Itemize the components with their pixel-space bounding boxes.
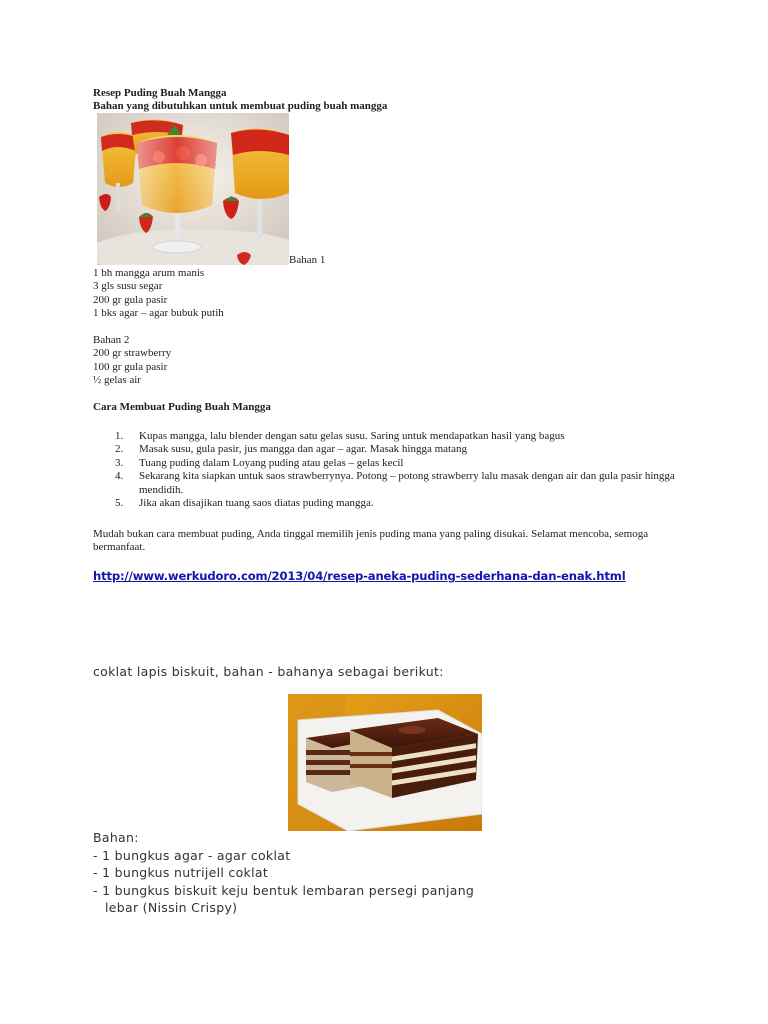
step-text: Tuang puding dalam Loyang puding atau gelas – gelas kecil bbox=[139, 456, 404, 469]
recipe-title: Resep Puding Buah Mangga bbox=[93, 87, 227, 99]
step-item bbox=[93, 443, 683, 456]
bahan-1-label: Bahan 1 bbox=[289, 254, 326, 266]
bahan-1-list bbox=[93, 267, 224, 321]
list-item: ½ gelas air bbox=[93, 374, 141, 387]
bahan-2-block bbox=[93, 334, 171, 388]
step-item bbox=[93, 457, 683, 470]
recipe-title-block bbox=[93, 87, 387, 114]
coklat-bahan-list bbox=[93, 847, 495, 917]
step-number: 4. bbox=[115, 470, 124, 483]
list-item: - 1 bungkus agar - agar coklat bbox=[93, 847, 291, 863]
step-number: 1. bbox=[115, 430, 124, 442]
closing-paragraph: Mudah bukan cara membuat puding, Anda tinggal memilih jenis puding mana yang paling disukai. Selamat mencoba, semoga bermanfaat. bbox=[93, 528, 649, 554]
list-item: 200 gr strawberry bbox=[93, 347, 172, 360]
step-item bbox=[93, 430, 683, 443]
bahan-2-label: Bahan 2 bbox=[93, 334, 130, 346]
list-item: 100 gr gula pasir bbox=[93, 360, 168, 373]
chocolate-biscuit-cake-photo bbox=[288, 694, 482, 831]
bahan-2-list bbox=[93, 347, 171, 387]
step-number: 5. bbox=[115, 497, 124, 510]
step-number: 3. bbox=[115, 456, 124, 469]
step-text: Jika akan disajikan tuang saos diatas puding mangga. bbox=[139, 497, 374, 510]
mango-pudding-photo bbox=[97, 113, 289, 265]
step-text: Masak susu, gula pasir, jus mangga dan agar – agar. Masak hingga matang bbox=[139, 443, 467, 456]
steps-list bbox=[93, 430, 683, 510]
recipe-subtitle: Bahan yang dibutuhkan untuk membuat puding buah mangga bbox=[93, 100, 388, 113]
source-link[interactable]: http://www.werkudoro.com/2013/04/resep-aneka-puding-sederhana-dan-enak.html bbox=[93, 569, 626, 583]
list-item: - 1 bungkus nutrijell coklat bbox=[93, 865, 269, 881]
step-item bbox=[93, 470, 683, 497]
step-text: Kupas mangga, lalu blender dengan satu gelas susu. Saring untuk mendapatkan hasil yang bagus bbox=[139, 430, 565, 442]
bahan-label: Bahan: bbox=[93, 830, 139, 845]
step-number: 2. bbox=[115, 443, 124, 456]
step-text: Sekarang kita siapkan untuk saos strawberrynya. Potong – potong strawberry lalu masak dengan air dan gula pasir hingga mendidih. bbox=[139, 470, 675, 496]
list-item: 1 bh mangga arum manis bbox=[93, 267, 205, 279]
list-item: 3 gls susu segar bbox=[93, 280, 163, 293]
step-item bbox=[93, 497, 683, 510]
list-item: 1 bks agar – agar bubuk putih bbox=[93, 307, 224, 320]
cara-membuat-heading: Cara Membuat Puding Buah Mangga bbox=[93, 401, 271, 413]
coklat-intro-text: coklat lapis biskuit, bahan - bahanya sebagai berikut: bbox=[93, 664, 444, 679]
list-item: 200 gr gula pasir bbox=[93, 293, 168, 306]
list-item: - 1 bungkus biskuit keju bentuk lembaran persegi panjang lebar (Nissin Crispy) bbox=[93, 882, 475, 916]
coklat-bahan-block bbox=[93, 829, 495, 917]
